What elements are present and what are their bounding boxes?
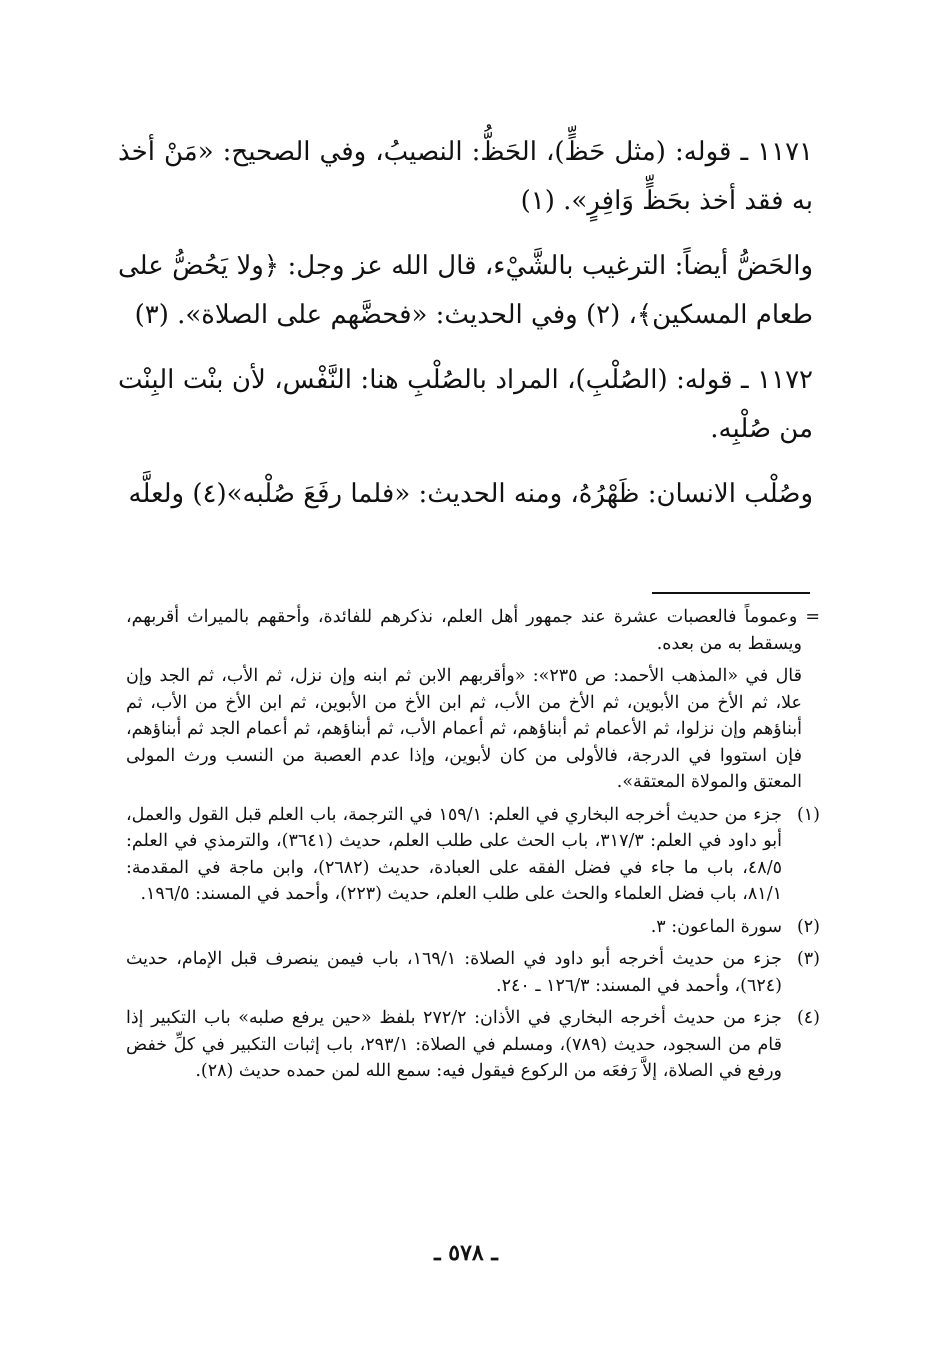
- footnote-text: جزء من حديث أخرجه أبو داود في الصلاة: ١٦٩/١، باب فيمن ينصرف قبل الإمام، حديث (٦٢٤)، وأحمد في المسند: ١٢٦/٣ ـ ٢٤٠.: [126, 949, 782, 996]
- footnote-1: [126, 802, 820, 908]
- footnote-divider: [652, 592, 810, 594]
- footnote-marker: (٢): [796, 916, 820, 937]
- footnote-4: [126, 1005, 820, 1085]
- footnotes-section: [126, 604, 820, 1091]
- footnote-text: سورة الماعون: ٣.: [650, 916, 782, 937]
- entry-1171-paragraph: ١١٧١ ـ قوله: (مثل حَظٍّ)، الحَظُّ: النصيبُ، وفي الصحيح: «مَنْ أخذ به فقد أخذ بحَظٍّ وَافِرٍ». (١): [118, 137, 813, 216]
- footnote-text: جزء من حديث أخرجه البخاري في العلم: ١٥٩/١ في الترجمة، باب العلم قبل القول والعمل، أبو داود في العلم: ٣١٧/٣، باب الحث على طلب العلم، حديث (٣٦٤١)، والترمذي في العلم: ٤٨/٥، باب ما جاء في فضل الفقه على العبادة، حديث (٢٦٨٢)، وابن ماجة في المقدمة: ٨١/١، باب فضل العلماء والحث على طلب العلم، حديث (٢٢٣)، وأحمد في المسند: ١٩٦/٥.: [126, 804, 782, 904]
- footnote-2: [126, 914, 820, 941]
- footnote-text: جزء من حديث أخرجه البخاري في الأذان: ٢٧٢/٢ بلفظ «حين يرفع صلبه» باب التكبير إذا قام من السجود، حديث (٧٨٩)، ومسلم في الصلاة: ٢٩٣/١، باب إثبات التكبير في كلِّ خفض ورفع في الصلاة، إلاَّ رَفعَه من الركوع فيقول فيه: سمع الله لمن حمده حديث (٢٨).: [126, 1008, 783, 1081]
- footnote-continuation-quote: قال في «المذهب الأحمد: ص ٢٣٥»: «وأقربهم الابن ثم ابنه وإن نزل، ثم الأب، ثم الجد وإن علا، ثم الأخ من الأبوين، ثم الأخ من الأب، ثم ابن الأخ من الأبوين، ثم ابن الأخ من الأب، ثم أبناؤهم وإن نزلوا، ثم الأعمام ثم أبناؤهم، ثم أعمام الأب، ثم أبناؤهم، ثم أعمام الجد ثم أبناؤهم، فإن استووا في الدرجة، فالأولى من كان لأبوين، وإذا عدم العصبة من النسب ورث المولى المعتق والمولاة المعتقة».: [126, 666, 803, 792]
- entry-1172-paragraph: ١١٧٢ ـ قوله: (الصُلْبِ)، المراد بالصُلْبِ هنا: النَّفْس، لأن بنْت البِنْت من صُلْبِه.: [118, 365, 813, 444]
- main-text: [118, 128, 813, 535]
- sulb-definition-paragraph: وصُلْب الانسان: ظَهْرُهُ، ومنه الحديث: «فلما رفَعَ صُلْبه»(٤) ولعلَّه: [128, 479, 813, 509]
- page-number: ـ ٥٧٨ ـ: [434, 1240, 498, 1266]
- footnote-marker: (٤): [796, 1008, 820, 1028]
- hadd-definition-paragraph: والحَضُّ أيضاً: الترغيب بالشَّيْء، قال الله عز وجل: ﴿ولا يَحُضُّ على طعام المسكين﴾، (٢) وفي الحديث: «فحضَّهم على الصلاة». (٣): [118, 251, 813, 330]
- footnote-continuation: = وعموماً فالعصبات عشرة عند جمهور أهل العلم، نذكرهم للفائدة، وأحقهم بالميراث أقربهم، ويسقط به من بعده.: [126, 607, 820, 654]
- footnote-3: [126, 946, 820, 999]
- footnote-marker: (٣): [796, 949, 820, 969]
- footnote-marker: (١): [796, 804, 820, 825]
